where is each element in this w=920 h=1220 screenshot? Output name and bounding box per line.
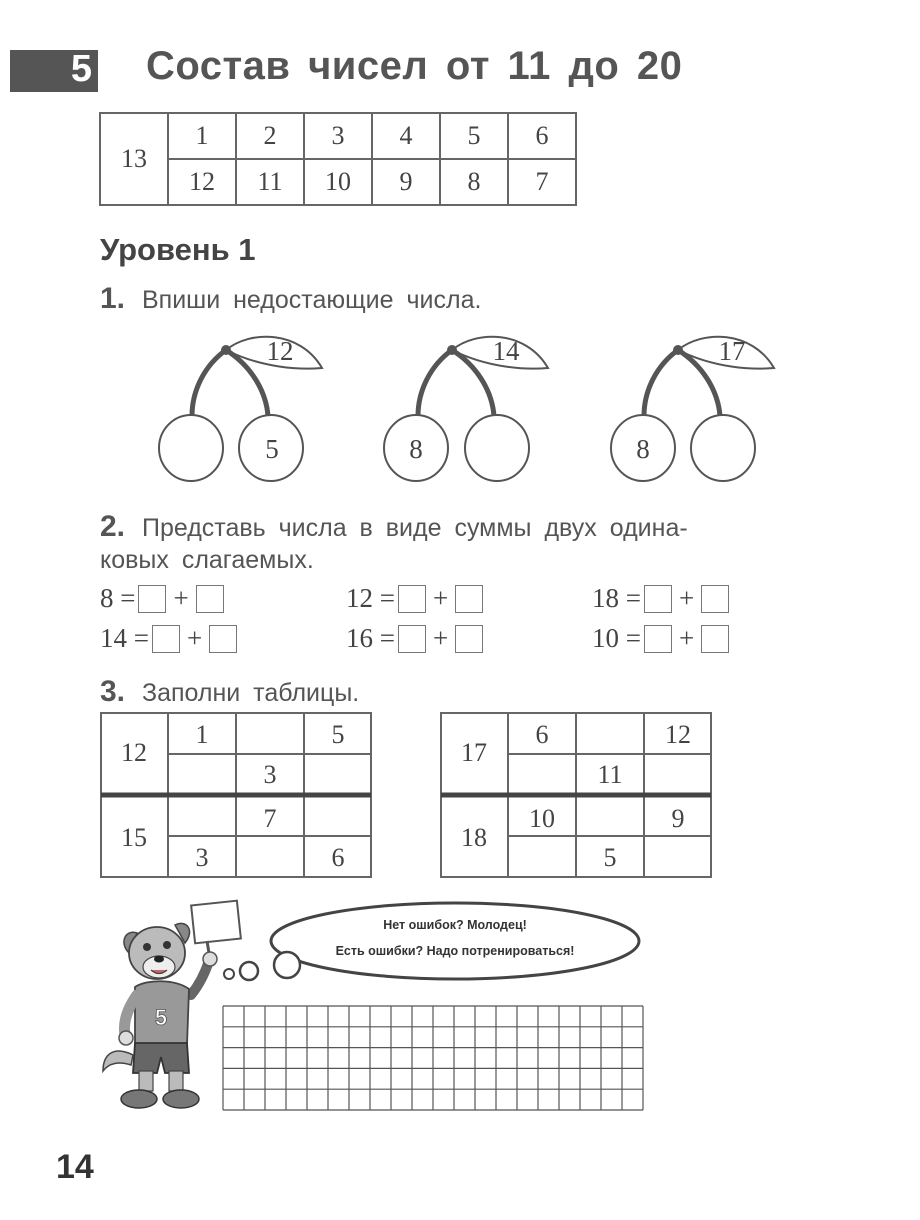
table-label: 18 xyxy=(461,823,487,852)
table-cell: 12 xyxy=(665,720,691,749)
task-3-text: Заполни таблицы. xyxy=(141,679,360,707)
answer-box[interactable] xyxy=(644,585,672,613)
composition-number: 13 xyxy=(100,113,168,205)
cherry-left-icon xyxy=(159,415,223,481)
bubble-line-2: Есть ошибки? Надо потренироваться! xyxy=(335,944,575,958)
answer-box[interactable] xyxy=(138,585,166,613)
lesson-number: 5 xyxy=(70,48,92,90)
table-cell: 9 xyxy=(671,804,685,833)
table-cell: 9 xyxy=(372,159,440,205)
stem-icon xyxy=(418,350,452,416)
stem-icon xyxy=(192,350,226,416)
cherry-left-value: 8 xyxy=(409,434,423,464)
cherry-right-icon xyxy=(691,415,755,481)
equation-lhs: 16 = xyxy=(346,623,395,653)
table-cell: 5 xyxy=(331,720,345,749)
shirt-number: 5 xyxy=(154,1005,168,1030)
task-2-text-line1: Представь числа в виде суммы двух одина- xyxy=(141,514,688,542)
answer-box[interactable] xyxy=(196,585,224,613)
table-cell: 10 xyxy=(304,159,372,205)
task-1-number: 1. xyxy=(100,282,126,315)
plus-sign: + xyxy=(678,623,695,653)
equation xyxy=(100,623,240,654)
level-heading: Уровень 1 xyxy=(100,232,256,267)
task-3-number: 3. xyxy=(100,675,126,708)
answer-box[interactable] xyxy=(152,625,180,653)
answer-box[interactable] xyxy=(455,585,483,613)
plus-sign: + xyxy=(186,623,203,653)
page-number: 14 xyxy=(56,1148,94,1186)
answer-box[interactable] xyxy=(701,625,729,653)
table-cell: 11 xyxy=(597,760,623,789)
table-cell: 6 xyxy=(508,113,576,159)
plus-sign: + xyxy=(432,623,449,653)
table-cell: 12 xyxy=(168,159,236,205)
table-cell: 3 xyxy=(304,113,372,159)
table-cell: 7 xyxy=(508,159,576,205)
task-1-text: Впиши недостающие числа. xyxy=(141,286,482,314)
answer-box[interactable] xyxy=(644,625,672,653)
cherry-left-value: 8 xyxy=(636,434,650,464)
equation xyxy=(346,623,486,654)
equation-lhs: 10 = xyxy=(592,623,641,653)
answer-box[interactable] xyxy=(455,625,483,653)
page-title: Состав чисел от 11 до 20 xyxy=(146,44,683,88)
plus-sign: + xyxy=(432,583,449,613)
table-label: 12 xyxy=(121,738,147,767)
table-label: 17 xyxy=(461,738,487,767)
table-cell: 6 xyxy=(535,720,549,749)
table-cell: 8 xyxy=(440,159,508,205)
table-cell: 1 xyxy=(168,113,236,159)
table-cell: 5 xyxy=(440,113,508,159)
equation xyxy=(100,583,227,614)
answer-box[interactable] xyxy=(209,625,237,653)
table-cell: 10 xyxy=(529,804,555,833)
equation xyxy=(592,583,732,614)
task-2-number: 2. xyxy=(100,510,126,543)
equation-lhs: 12 = xyxy=(346,583,395,613)
answer-box[interactable] xyxy=(701,585,729,613)
answer-box[interactable] xyxy=(398,625,426,653)
table-cell: 4 xyxy=(372,113,440,159)
table-cell: 6 xyxy=(331,843,345,872)
cherry-total: 12 xyxy=(266,336,294,366)
cherry-pair xyxy=(159,337,322,481)
task-2-text-line2: ковых слагаемых. xyxy=(100,546,314,574)
table-cell: 1 xyxy=(195,720,209,749)
cherry-right-icon xyxy=(465,415,529,481)
table-cell: 3 xyxy=(195,843,209,872)
table-cell: 3 xyxy=(263,760,277,789)
task-1-instruction xyxy=(100,282,481,316)
equation-lhs: 18 = xyxy=(592,583,641,613)
fill-table xyxy=(100,712,372,878)
bubble-line-1: Нет ошибок? Молодец! xyxy=(383,918,527,932)
cherries-illustration xyxy=(0,320,920,500)
table-cell: 11 xyxy=(236,159,304,205)
cherry-right-value: 5 xyxy=(265,434,279,464)
cherry-total: 14 xyxy=(492,336,520,366)
answer-grid[interactable] xyxy=(222,1005,646,1113)
table-cell: 2 xyxy=(236,113,304,159)
plus-sign: + xyxy=(173,583,189,613)
task-2-instruction xyxy=(100,510,688,544)
equation-lhs: 8 = xyxy=(100,583,136,613)
lesson-badge xyxy=(10,50,98,92)
answer-box[interactable] xyxy=(398,585,426,613)
fill-table xyxy=(440,712,712,878)
plus-sign: + xyxy=(678,583,695,613)
equation xyxy=(592,623,732,654)
equation xyxy=(346,583,486,614)
table-cell: 7 xyxy=(263,804,277,833)
stem-icon xyxy=(644,350,678,416)
cherry-total: 17 xyxy=(718,336,746,366)
composition-table xyxy=(99,112,577,206)
equation-lhs: 14 = xyxy=(100,623,149,653)
table-cell: 5 xyxy=(603,843,617,872)
task-3-instruction xyxy=(100,675,359,709)
table-label: 15 xyxy=(121,823,147,852)
